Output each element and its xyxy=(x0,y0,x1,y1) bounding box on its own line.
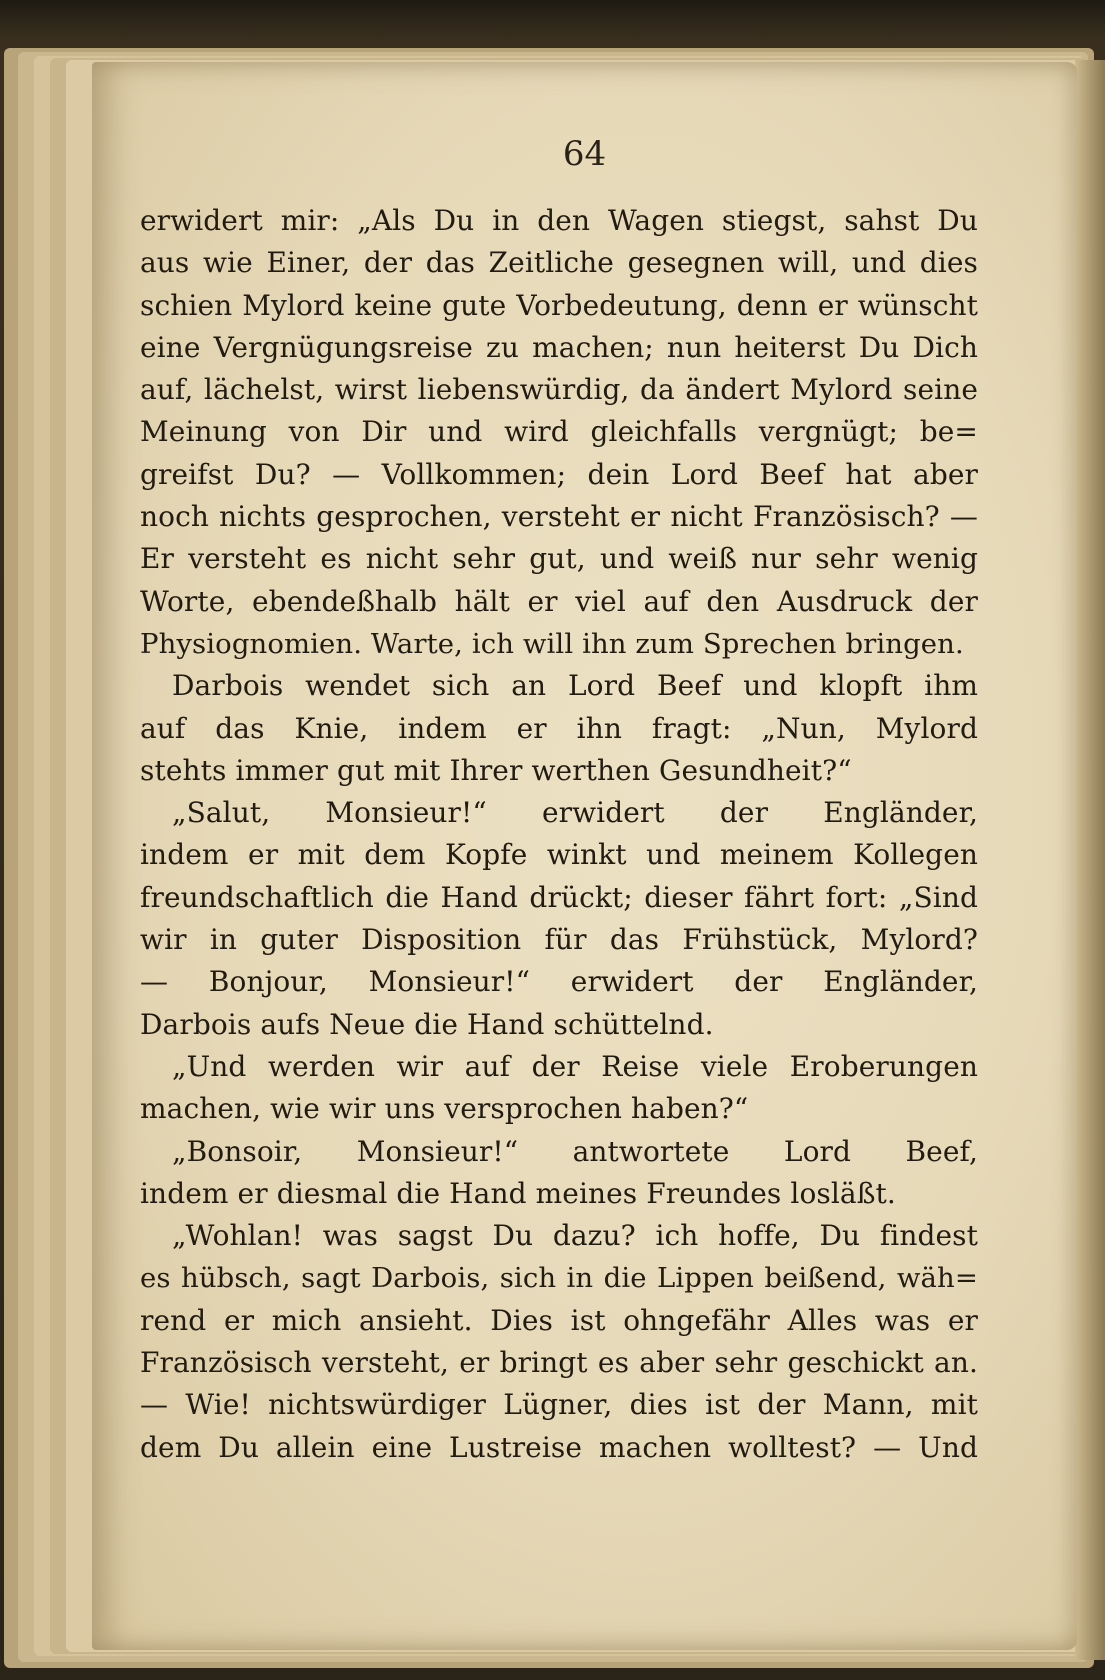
text-line: Darbois aufs Neue die Hand schüttelnd. xyxy=(140,1007,714,1041)
text-line: es hübsch, sagt Darbois, sich in die Lippen beißend, wäh= xyxy=(140,1262,978,1295)
text-line: indem er diesmal die Hand meines Freundes losläßt. xyxy=(140,1176,896,1210)
text-line: Darbois wendet sich an Lord Beef und klopft ihm xyxy=(172,669,978,703)
text-line: Physiognomien. Warte, ich will ihn zum Sprechen bringen. xyxy=(140,627,964,660)
text-line: auf, lächelst, wirst liebenswürdig, da ändert Mylord seine xyxy=(140,373,978,407)
text-line: „Und werden wir auf der Reise viele Eroberungen xyxy=(172,1049,978,1083)
text-line: „Salut, Monsieur!“ erwidert der Engländer, xyxy=(172,796,978,830)
text-line: „Bonsoir, Monsieur!“ antwortete Lord Beef, xyxy=(172,1134,978,1168)
text-line: machen, wie wir uns versprochen haben?“ xyxy=(140,1092,749,1126)
text-line: aus wie Einer, der das Zeitliche gesegnen will, und dies xyxy=(140,246,978,280)
text-line: noch nichts gesprochen, versteht er nicht Französisch? — xyxy=(140,500,978,534)
text-line: auf das Knie, indem er ihn fragt: „Nun, Mylord xyxy=(140,711,978,745)
text-line: freundschaftlich die Hand drückt; dieser fährt fort: „Sind xyxy=(140,880,978,914)
text-line: — Wie! nichtswürdiger Lügner, dies ist der Mann, mit xyxy=(140,1388,978,1422)
body-text xyxy=(140,200,978,1469)
text-line: wir in guter Disposition für das Frühstück, Mylord? xyxy=(140,923,978,957)
text-line: erwidert mir: „Als Du in den Wagen stiegst, sahst Du xyxy=(140,204,978,237)
text-line: „Wohlan! was sagst Du dazu? ich hoffe, Du findest xyxy=(172,1219,978,1253)
text-line: Französisch versteht, er bringt es aber sehr geschickt an. xyxy=(140,1346,978,1380)
text-line: schien Mylord keine gute Vorbedeutung, denn er wünscht xyxy=(140,288,978,322)
text-line: — Bonjour, Monsieur!“ erwidert der Engländer, xyxy=(140,965,978,999)
text-line: indem er mit dem Kopfe winkt und meinem Kollegen xyxy=(140,838,978,872)
text-line: dem Du allein eine Lustreise machen wolltest? — Und xyxy=(140,1430,978,1464)
text-line: rend er mich ansieht. Dies ist ohngefähr Alles was er xyxy=(140,1303,978,1337)
text-line: Meinung von Dir und wird gleichfalls vergnügt; be= xyxy=(140,415,978,449)
text-line: eine Vergnügungsreise zu machen; nun heiterst Du Dich xyxy=(140,330,978,364)
page-number: 64 xyxy=(562,134,607,174)
text-line: greifst Du? — Vollkommen; dein Lord Beef hat aber xyxy=(140,457,978,491)
text-line: stehts immer gut mit Ihrer werthen Gesundheit?“ xyxy=(140,753,852,787)
text-line: Er versteht es nicht sehr gut, und weiß nur sehr wenig xyxy=(140,542,978,576)
binding-shadow xyxy=(1075,60,1105,1660)
text-line: Worte, ebendeßhalb hält er viel auf den Ausdruck der xyxy=(140,584,978,618)
